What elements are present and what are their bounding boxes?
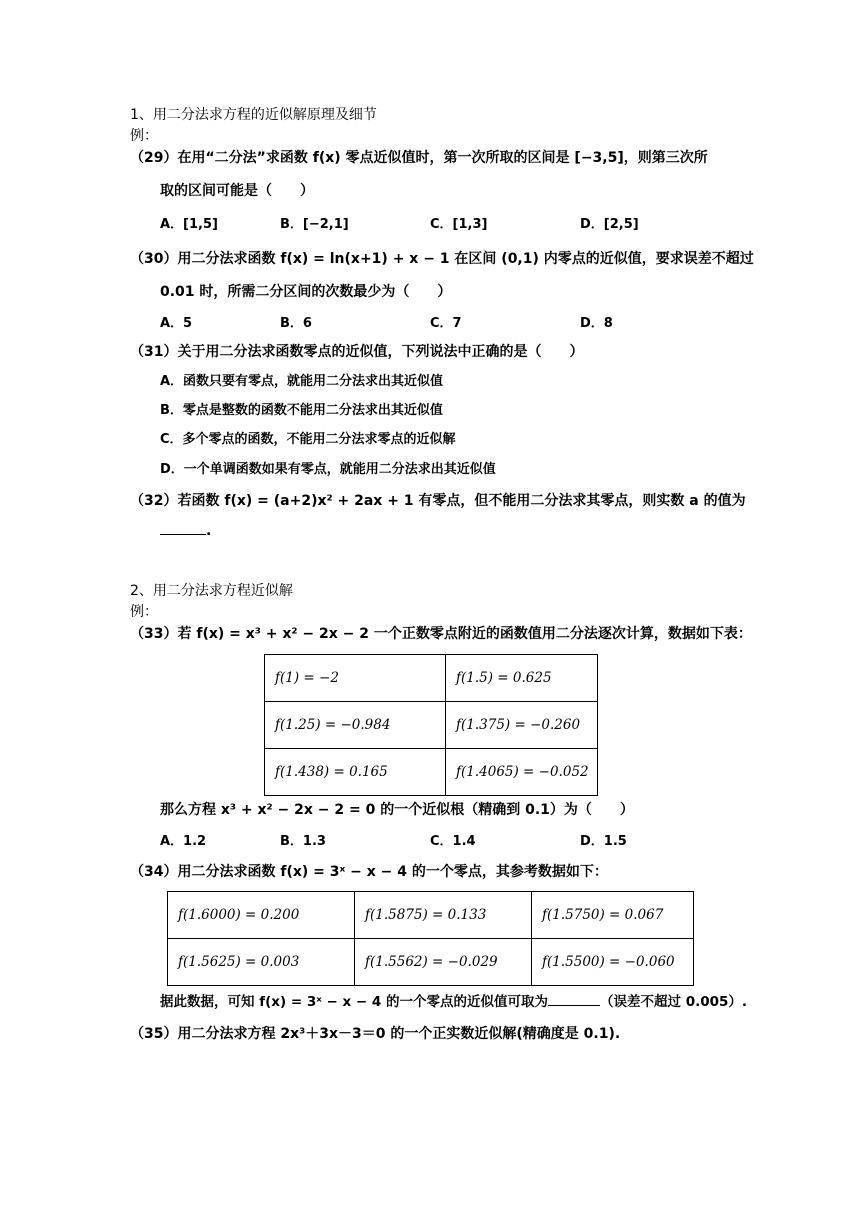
question-33-data-table	[264, 654, 598, 796]
table-cell: f(1.5500) = −0.060	[532, 939, 694, 986]
question-33-after: 那么方程 x³ + x² − 2x − 2 = 0 的一个近似根（精确到 0.1）为（ ）	[160, 802, 634, 818]
question-31-option-d: D．一个单调函数如果有零点，就能用二分法求出其近似值	[160, 462, 496, 477]
question-30-line1: （30）用二分法求函数 f(x) = ln(x+1) + x − 1 在区间 (0,1) 内零点的近似值，要求误差不超过	[130, 251, 754, 267]
question-29-line2: 取的区间可能是（ ）	[160, 183, 314, 199]
answer-blank	[548, 995, 600, 1006]
question-34-after-note: （误差不超过 0.005）.	[600, 994, 748, 1010]
question-29-line1: （29）在用“二分法”求函数 f(x) 零点近似值时，第一次所取的区间是 [−3,5]，则第三次所	[130, 150, 708, 166]
question-34-line1: （34）用二分法求函数 f(x) = 3ˣ − x − 4 的一个零点，其参考数据如下：	[130, 864, 608, 880]
table-cell: f(1.5) = 0.625	[446, 655, 598, 702]
table-cell: f(1.6000) = 0.200	[168, 892, 355, 939]
question-30-option-a: A．5	[160, 316, 193, 331]
question-30-line2: 0.01 时，所需二分区间的次数最少为（ ）	[160, 284, 452, 300]
question-31-line1: （31）关于用二分法求函数零点的近似值，下列说法中正确的是（ ）	[130, 344, 584, 360]
question-33-line1: （33）若 f(x) = x³ + x² − 2x − 2 一个正数零点附近的函数值用二分法逐次计算，数据如下表：	[130, 626, 752, 642]
question-33-option-d: D．1.5	[580, 834, 627, 849]
question-35-line1: （35）用二分法求方程 2x³＋3x－3＝0 的一个正实数近似解(精确度是 0.1).	[130, 1026, 621, 1042]
table-cell: f(1.375) = −0.260	[446, 702, 598, 749]
table-cell: f(1.438) = 0.165	[265, 749, 446, 796]
question-32-line1: （32）若函数 f(x) = (a+2)x² + 2ax + 1 有零点，但不能用二分法求其零点，则实数 a 的值为	[130, 493, 746, 509]
question-31-option-a: A．函数只要有零点，就能用二分法求出其近似值	[160, 374, 444, 389]
question-33-option-a: A．1.2	[160, 834, 207, 849]
question-34-data-table	[167, 891, 694, 986]
table-cell: f(1.5625) = 0.003	[168, 939, 355, 986]
table-cell: f(1.25) = −0.984	[265, 702, 446, 749]
question-29-option-c: C．[1,3]	[430, 217, 488, 232]
answer-blank	[160, 524, 206, 535]
table-cell: f(1) = −2	[265, 655, 446, 702]
table-cell: f(1.5875) = 0.133	[355, 892, 532, 939]
question-34-after	[160, 990, 747, 1010]
question-29-option-d: D．[2,5]	[580, 217, 639, 232]
question-33-option-c: C．1.4	[430, 834, 476, 849]
question-29-option-a: A．[1,5]	[160, 217, 218, 232]
question-31-option-b: B．零点是整数的函数不能用二分法求出其近似值	[160, 403, 443, 418]
question-34-after-text: 据此数据，可知 f(x) = 3ˣ − x − 4 的一个零点的近似值可取为	[160, 994, 549, 1010]
table-cell: f(1.5750) = 0.067	[532, 892, 694, 939]
question-29-option-b: B．[−2,1]	[280, 217, 349, 232]
table-cell: f(1.5562) = −0.029	[355, 939, 532, 986]
question-30-option-b: B．6	[280, 316, 312, 331]
section-2-title: 2、用二分法求方程近似解	[130, 583, 293, 599]
question-33-option-b: B．1.3	[280, 834, 326, 849]
question-30-option-d: D．8	[580, 316, 613, 331]
section-2-example-label: 例：	[130, 604, 158, 620]
question-31-option-c: C．多个零点的函数，不能用二分法求零点的近似解	[160, 432, 456, 447]
question-32-period: .	[206, 523, 212, 539]
section-1-example-label: 例：	[130, 128, 158, 144]
question-32-line2	[160, 523, 211, 539]
table-cell: f(1.4065) = −0.052	[446, 749, 598, 796]
question-30-option-c: C．7	[430, 316, 462, 331]
section-1-title: 1、用二分法求方程的近似解原理及细节	[130, 107, 377, 123]
